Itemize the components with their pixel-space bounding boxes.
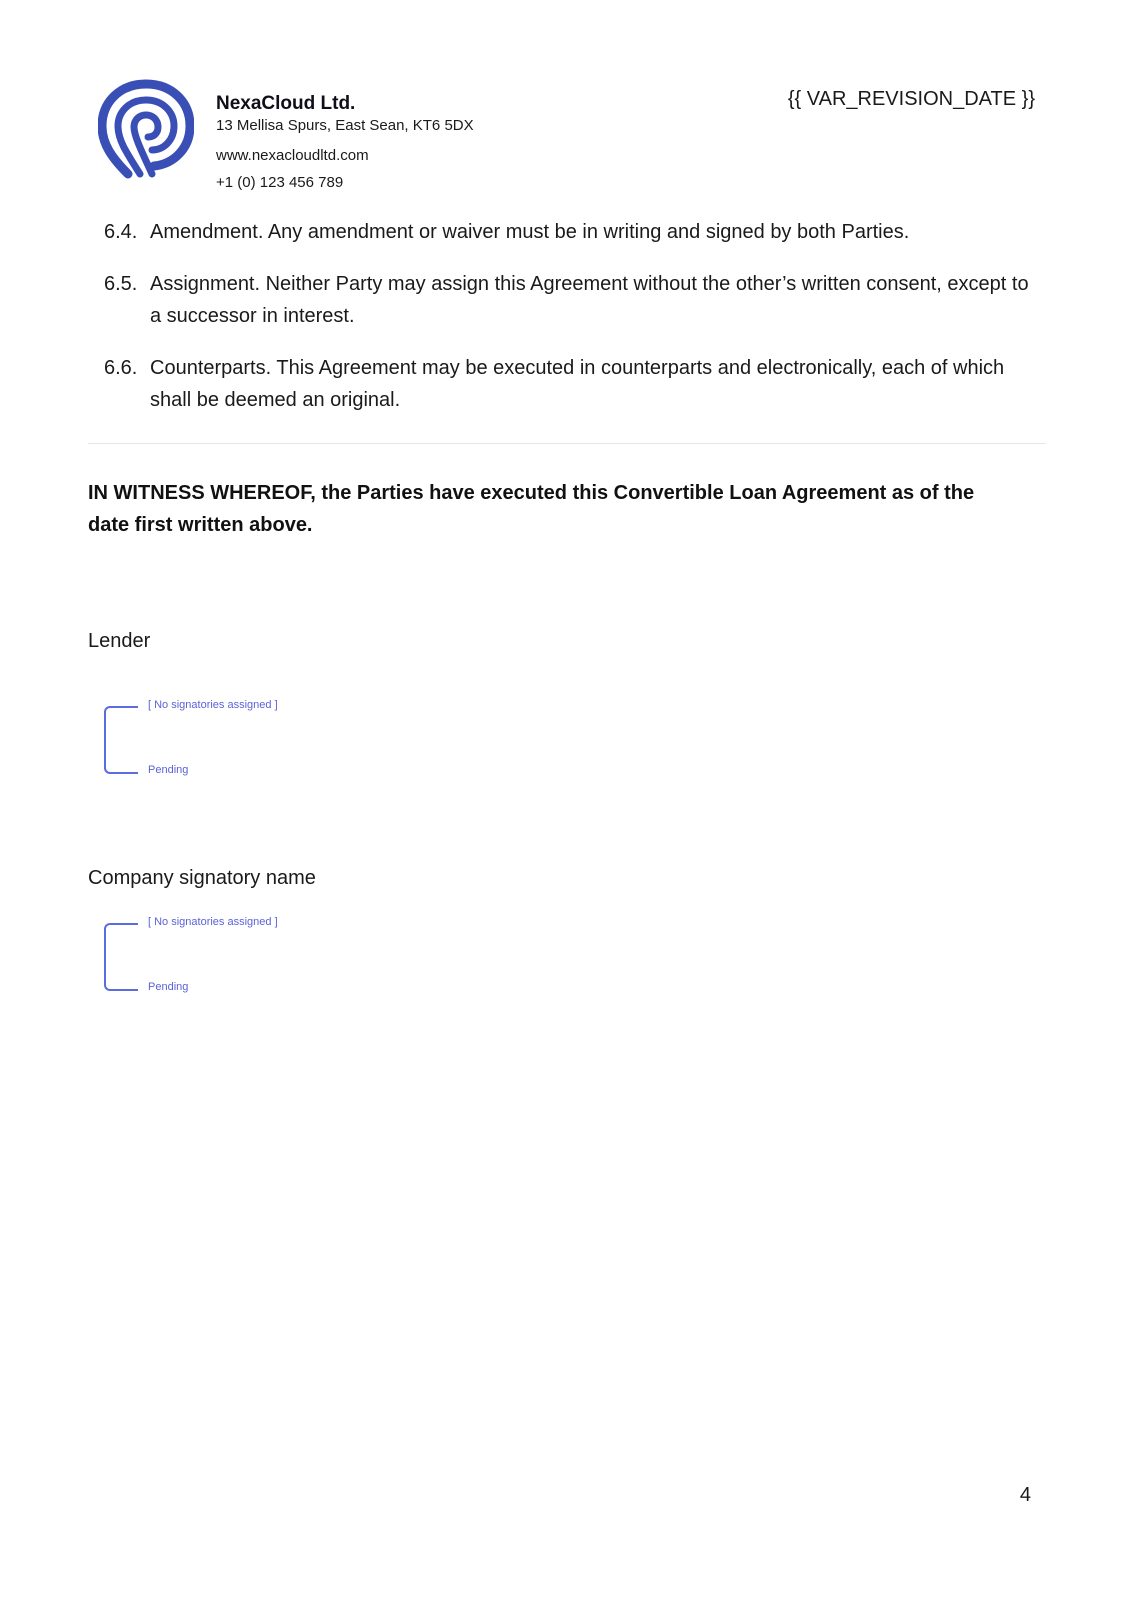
company-address: 13 Mellisa Spurs, East Sean, KT6 5DX <box>216 117 474 134</box>
clause-item <box>104 352 1034 416</box>
signature-bracket <box>104 923 138 991</box>
company-logo-icon <box>98 78 194 182</box>
clause-list <box>104 216 1034 436</box>
signature-field-lender[interactable] <box>104 699 364 778</box>
signature-status: Pending <box>148 764 189 776</box>
revision-date: {{ VAR_REVISION_DATE }} <box>787 88 1035 110</box>
signature-status: Pending <box>148 981 189 993</box>
witness-statement: IN WITNESS WHEREOF, the Parties have executed this Convertible Loan Agreement as of the date first written above. <box>88 482 975 536</box>
clause-item <box>104 268 1034 332</box>
signature-field-company[interactable] <box>104 916 364 995</box>
party-label-company-signatory: Company signatory name <box>88 867 316 889</box>
clause-number: 6.4. <box>104 221 138 243</box>
page-number: 4 <box>1019 1484 1031 1506</box>
clause-number: 6.5. <box>104 273 138 295</box>
clause-item <box>104 216 1034 248</box>
signatories-status-text: [ No signatories assigned ] <box>148 699 278 711</box>
clause-text: Counterparts. This Agreement may be executed in counterparts and electronically, each of which shall be deemed an original. <box>150 357 1005 411</box>
party-label-lender: Lender <box>88 630 151 652</box>
section-divider <box>88 443 1046 444</box>
company-phone: +1 (0) 123 456 789 <box>216 174 344 191</box>
company-info <box>216 94 474 190</box>
company-website: www.nexacloudltd.com <box>216 147 369 164</box>
clause-text: Assignment. Neither Party may assign this Agreement without the other’s written consent, except to a successor in interest. <box>150 273 1029 327</box>
signatories-status-text: [ No signatories assigned ] <box>148 916 278 928</box>
signature-bracket <box>104 706 138 774</box>
company-name: NexaCloud Ltd. <box>216 93 356 114</box>
clause-text: Amendment. Any amendment or waiver must be in writing and signed by both Parties. <box>150 221 910 243</box>
clause-number: 6.6. <box>104 357 138 379</box>
